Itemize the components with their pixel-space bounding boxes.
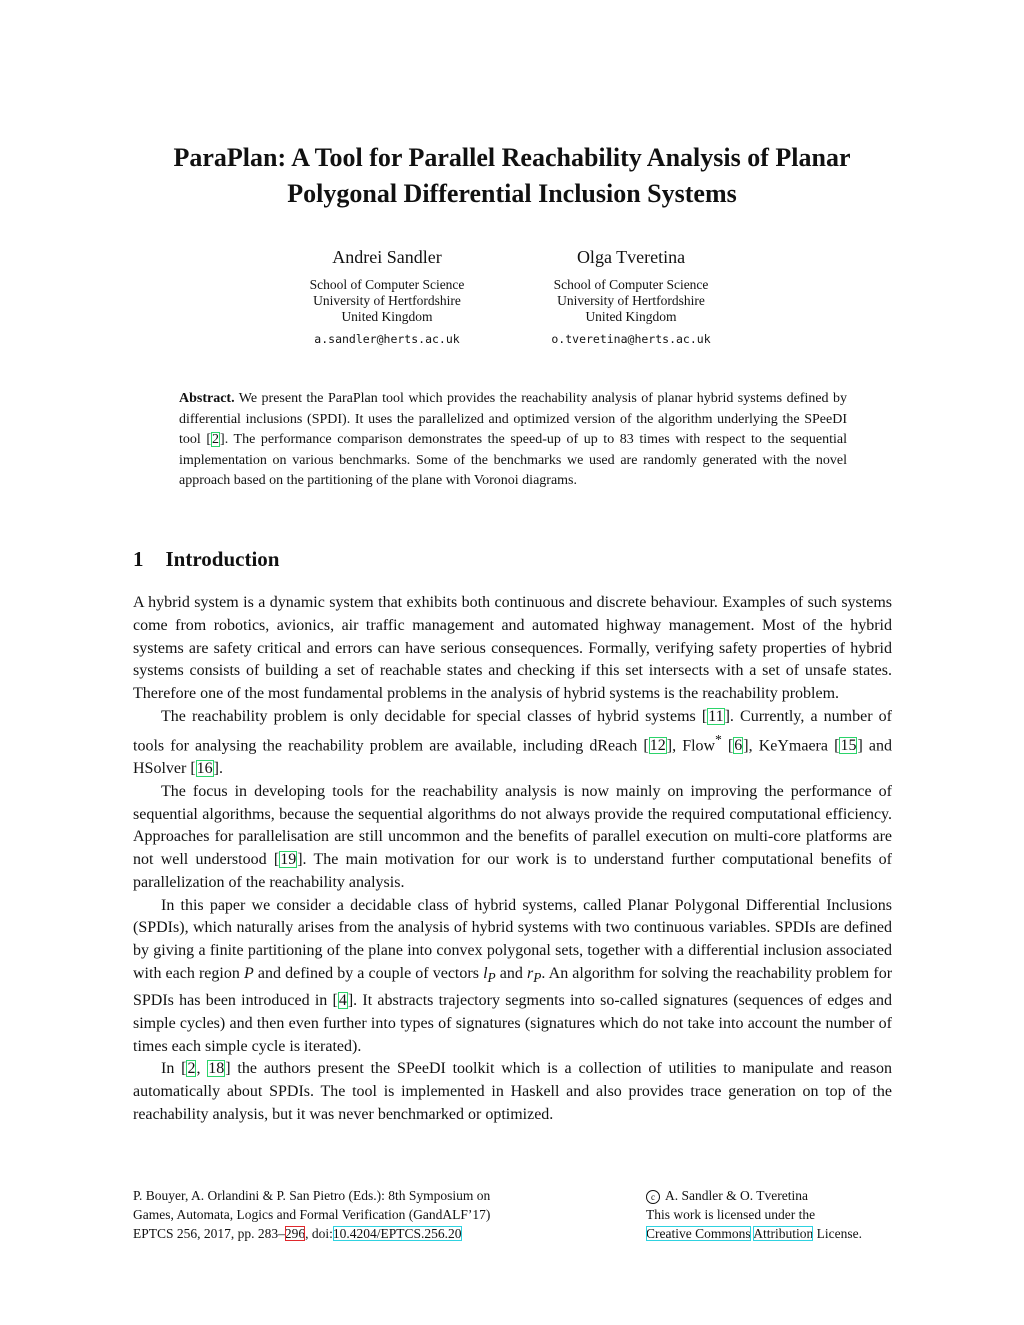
license-link[interactable]: Attribution xyxy=(753,1226,814,1241)
footer-line: Games, Automata, Logics and Formal Verification (GandALF’17) xyxy=(133,1207,491,1222)
text-run: License. xyxy=(813,1226,862,1241)
footer-license-info xyxy=(646,1186,906,1243)
text-run: ]. Currently, a number of tools for analysing the reachability problem are available, including dReach [ xyxy=(133,707,892,755)
text-run: . An algorithm for solving the reachability problem for SPDIs has been introduced in [ xyxy=(133,965,893,1010)
doi-link[interactable]: 10.4204/EPTCS.256.20 xyxy=(332,1226,462,1241)
text-run: ], Flow xyxy=(666,737,716,755)
text-run: ]. xyxy=(213,759,223,777)
text-run: The reachability problem is only decidable for special classes of hybrid systems [ xyxy=(161,707,708,725)
license-link[interactable]: Creative Commons xyxy=(646,1226,751,1241)
title-line-1: ParaPlan: A Tool for Parallel Reachability Analysis of Planar xyxy=(173,143,851,172)
body-text xyxy=(133,592,892,1127)
citation-link[interactable]: 19 xyxy=(280,851,297,869)
citation-link[interactable]: 16 xyxy=(196,759,213,777)
paragraph: A hybrid system is a dynamic system that exhibits both continuous and discrete behaviour. Examples of such systems come from robotics, avionics, air traffic management and automated highway management. Most of the hybrid systems are safety critical and errors can have serious consequences. Formally, verifying safety properties of hybrid systems consists of building a set of reachable states and checking if this set intersects with a set of unsafe states. Therefore one of the most fundamental problems in the analysis of hybrid systems is the reachability problem. xyxy=(133,594,892,703)
text-run: ], KeYmaera [ xyxy=(743,737,840,755)
footer-line: This work is licensed under the xyxy=(646,1207,816,1222)
author-affiliation-country: United Kingdom xyxy=(585,309,677,324)
author-affiliation-school: School of Computer Science xyxy=(553,277,709,292)
author-affiliation-university: University of Hertfordshire xyxy=(557,293,705,308)
paragraph xyxy=(133,706,892,781)
citation-link[interactable]: 15 xyxy=(840,737,857,755)
author-name: Andrei Sandler xyxy=(332,247,442,267)
text-run: ]. The main motivation for our work is to understand further computational benefits of parallelization of the reachability analysis. xyxy=(133,851,893,891)
paragraph xyxy=(133,781,892,895)
section-number: 1 xyxy=(133,547,144,571)
copyright-holder: A. Sandler & O. Tveretina xyxy=(665,1188,808,1203)
math-subscript: P xyxy=(487,970,496,986)
text-run: [ xyxy=(721,737,734,755)
author-affiliation-country: United Kingdom xyxy=(341,309,433,324)
footer-publication-info xyxy=(133,1186,553,1243)
citation-link[interactable]: 4 xyxy=(338,992,347,1010)
author-affiliation-school: School of Computer Science xyxy=(309,277,465,292)
footer-line xyxy=(646,1224,906,1243)
footer-line xyxy=(646,1186,906,1205)
page-link[interactable]: 296 xyxy=(284,1226,306,1241)
text-run: In this paper we consider a decidable class of hybrid systems, called Planar Polygonal Differential Inclusions (SPDIs), which naturally arises from the analysis of hybrid systems with two continuous variables. SPDIs are defined by giving a finite partitioning of the plane into convex polygonal sets, together with a differential inclusion associated with each region xyxy=(133,896,892,983)
text-run: The focus in developing tools for the reachability analysis is now mainly on improving the performance of sequential algorithms, because the sequential algorithms do not always provide the required computational efficiency. Approaches for parallelisation are still uncommon and the benefits of parallel execution on multi-core platforms are not well understood [ xyxy=(133,782,892,869)
citation-link[interactable]: 6 xyxy=(734,737,743,755)
text-run: , xyxy=(196,1060,208,1078)
text-run: and xyxy=(495,965,528,983)
citation-link[interactable]: 2 xyxy=(187,1060,196,1078)
section-heading xyxy=(133,545,279,573)
math-variable: l xyxy=(483,965,488,983)
text-run: , doi: xyxy=(305,1226,333,1241)
abstract-text: ]. The performance comparison demonstrates the speed-up of up to 83 times with respect to the sequential implementation on various benchmarks. Some of the benchmarks we used are randomly generated with the novel approach based on the partitioning of the plane with Voronoi diagrams. xyxy=(179,432,847,488)
text-run: and defined by a couple of vectors xyxy=(253,965,484,983)
paragraph xyxy=(133,1058,892,1126)
paper-title xyxy=(100,140,924,212)
math-variable: P xyxy=(243,965,254,983)
text-run: EPTCS 256, 2017, pp. 283– xyxy=(133,1226,285,1241)
abstract xyxy=(179,389,847,492)
math-subscript: P xyxy=(533,970,542,986)
copyright-icon: c xyxy=(646,1190,660,1204)
citation-link[interactable]: 18 xyxy=(208,1060,225,1078)
author-block-1 xyxy=(262,245,512,347)
title-line-2: Polygonal Differential Inclusion Systems xyxy=(287,179,737,208)
author-affiliation-university: University of Hertfordshire xyxy=(313,293,461,308)
section-title: Introduction xyxy=(165,547,280,571)
citation-link[interactable]: 11 xyxy=(708,707,724,725)
author-email[interactable]: a.sandler@herts.ac.uk xyxy=(314,332,460,346)
abstract-label: Abstract. xyxy=(179,391,235,406)
paragraph xyxy=(133,895,892,1059)
text-run: ]. It abstracts trajectory segments into so-called signatures (sequences of edges and simple cycles) and then even further into types of signatures (signatures which do not take into account the number of times each simple cycle is iterated). xyxy=(133,992,892,1055)
footer-line: P. Bouyer, A. Orlandini & P. San Pietro (Eds.): 8th Symposium on xyxy=(133,1188,491,1203)
author-name: Olga Tveretina xyxy=(576,247,686,267)
author-email[interactable]: o.tveretina@herts.ac.uk xyxy=(551,332,711,346)
math-variable: r xyxy=(527,965,534,983)
citation-link[interactable]: 12 xyxy=(649,737,666,755)
text-run: In [ xyxy=(161,1060,187,1078)
abstract-text: We present the ParaPlan tool which provides the reachability analysis of planar hybrid systems defined by differential inclusions (SPDI). It uses the parallelized and optimized version of the algorithm underlying the SPeeDI tool [ xyxy=(179,391,847,447)
text-run: ] and HSolver [ xyxy=(133,737,892,777)
superscript: * xyxy=(715,731,722,747)
footer-line xyxy=(133,1224,553,1243)
author-block-2 xyxy=(506,245,756,347)
citation-link[interactable]: 2 xyxy=(212,432,220,447)
text-run: ] the authors present the SPeeDI toolkit which is a collection of utilities to manipulate and reason automatically about SPDIs. The tool is implemented in Haskell and also provides trace generation on top of the reachability analysis, but it was never benchmarked or optimized. xyxy=(133,1060,893,1124)
